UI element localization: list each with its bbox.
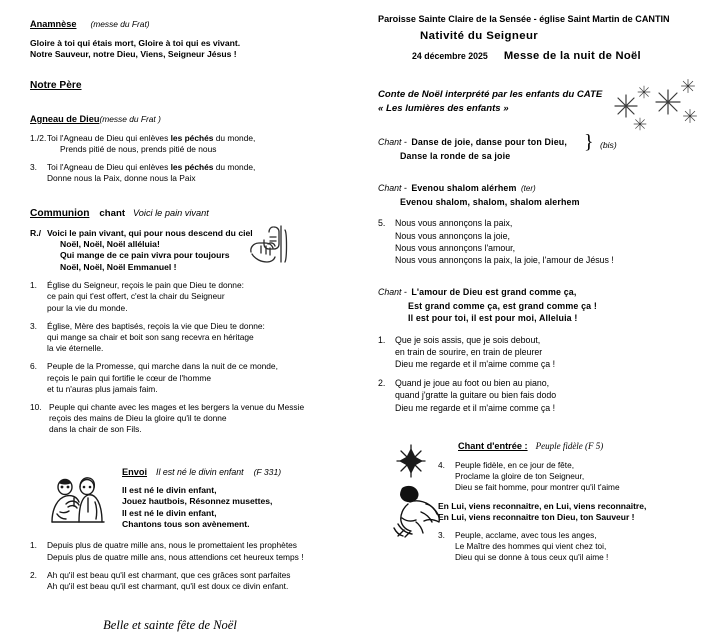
verse-line: qui mange sa chair et boit son sang recevra en héritage <box>47 332 254 343</box>
chant-evenou-block <box>378 178 706 208</box>
verse-line: et tu n'auras plus jamais faim. <box>47 383 158 394</box>
refrain-line: En Lui, viens reconnaitre ton Dieu, ton Sauveur ! <box>438 512 635 523</box>
chant-line: Danse de joie, danse pour ton Dieu, <box>411 137 567 147</box>
envoi-heading: Envoi <box>122 466 148 477</box>
chant-line-row <box>378 131 706 153</box>
agneau-verse <box>30 133 350 155</box>
refrain-line: Noël, Noël, Noël alléluia! <box>60 239 160 250</box>
notre-pere-heading-row <box>30 75 350 93</box>
verse-line: Depuis plus de quatre mille ans, nous attendions cet heureux temps ! <box>47 551 304 562</box>
verse-line: Dieu qui se donne à tous ceux qu'il aime ! <box>455 552 609 563</box>
entree-verse <box>438 530 706 563</box>
verse-line: dans la chair de son Fils. <box>49 424 142 435</box>
communion-refrain <box>30 228 350 274</box>
communion-label: chant <box>99 207 126 219</box>
verse-number: 2. <box>378 378 386 389</box>
refrain-line: Chantons tous son avènement. <box>122 518 250 529</box>
verse-line: Proclame la gloire de ton Seigneur, <box>455 470 585 481</box>
verse-body <box>49 402 304 436</box>
verse-body <box>47 280 244 314</box>
mass-name: Messe de la nuit de Noël <box>503 50 641 62</box>
envoi-block <box>30 462 350 531</box>
mass-date: 24 décembre 2025 <box>412 51 488 61</box>
entree-refrain <box>438 501 706 523</box>
chant-amour-block <box>378 282 706 324</box>
communion-heading-row <box>30 203 350 221</box>
verse-line: Ah qu'il est beau qu'il est charmant, que ces grâces sont parfaites <box>47 569 291 580</box>
conte-block <box>378 88 706 116</box>
ter-label: (ter) <box>521 184 536 194</box>
verse-line: Peuple, acclame, avec tous les anges, <box>455 530 597 541</box>
chant-line-row <box>378 282 706 300</box>
sparkle-stars-icon <box>608 76 704 138</box>
verse-number: 6. <box>30 361 37 372</box>
bis-label: (bis) <box>600 140 617 150</box>
refrain-line: En Lui, viens reconnaitre, en Lui, viens reconnaitre, <box>438 500 647 511</box>
anamnese-lines <box>30 38 350 61</box>
chant-amour-verse <box>378 377 706 414</box>
verse-body <box>47 162 255 184</box>
chant-label: Chant - <box>378 137 407 147</box>
anamnese-line: Notre Sauveur, notre Dieu, Viens, Seigneur Jésus ! <box>30 49 237 60</box>
chant-label: Chant - <box>378 183 407 194</box>
verse-line: Nous vous annonçons la paix, la joie, l'amour de Jésus ! <box>395 255 614 266</box>
verse-body <box>395 377 556 414</box>
verse-number: 2. <box>30 569 37 580</box>
verse-line: reçois le pain qui fortifie le cœur de l'homme <box>47 372 212 383</box>
verse-line: Quand je joue au foot ou bien au piano, <box>395 378 550 389</box>
verse-number: 3. <box>30 162 37 173</box>
star-burst-icon <box>394 444 428 478</box>
verse-number: 1. <box>378 334 386 345</box>
entree-heading: Chant d'entrée : <box>458 440 528 451</box>
bold-fragment: les péchés <box>170 132 214 143</box>
verse-body <box>455 530 608 563</box>
verse-line: Peuple qui chante avec les mages et les bergers la venue du Messie <box>49 402 305 413</box>
chant-entree-block <box>378 436 706 563</box>
verse-number: 1. <box>30 540 37 551</box>
verse-number: 4. <box>438 459 445 470</box>
anamnese-heading-row <box>30 14 350 32</box>
verse-line: quand j'gratte la guitare ou bien fais dodo <box>395 390 557 401</box>
verse-body <box>47 540 304 562</box>
verse-body <box>47 321 265 355</box>
verse-line: ce pain qui t'est offert, c'est la chair du Seigneur <box>47 291 225 302</box>
verse-number: 10. <box>30 402 42 413</box>
conte-line: Conte de Noël interprété par les enfants du CATE <box>378 89 603 100</box>
verse-number: 3. <box>438 530 445 541</box>
date-mass-row <box>378 46 706 64</box>
verse-number: 1. <box>30 280 37 291</box>
envoi-verse <box>30 540 350 562</box>
anamnese-note: (messe du Frat) <box>90 19 150 29</box>
refrain-body <box>47 228 253 274</box>
verse-line: pour la vie du monde. <box>47 302 128 313</box>
parish-title: Paroisse Sainte Claire de la Sensée - église Saint Martin de CANTIN <box>378 14 670 24</box>
verse-line: la vie éternelle. <box>47 343 104 354</box>
communion-verse <box>30 280 350 314</box>
bold-fragment: les péchés <box>170 162 214 173</box>
verse-line: Peuple fidèle, en ce jour de fête, <box>455 459 575 470</box>
verse-line: en train de sourire, en train de pleurer <box>395 346 543 357</box>
communion-heading: Communion <box>30 207 90 219</box>
communion-title: Voici le pain vivant <box>133 207 209 218</box>
verse-line: Dieu me regarde et il m'aime comme ça ! <box>395 359 556 370</box>
verse-line: Prends pitié de nous, prends pitié de nous <box>60 144 217 155</box>
verse-line: Ah qu'il est beau qu'il est charmant, qu'il est doux ce divin enfant. <box>47 580 289 591</box>
angel-icon <box>386 482 446 538</box>
verse-line: Dieu me regarde et il m'aime comme ça ! <box>395 402 556 413</box>
refrain-line: Jouez hautbois, Résonnez musettes, <box>122 496 273 507</box>
verse-line: Toi l'Agneau de Dieu qui enlèves les péchés du monde, <box>47 132 256 143</box>
refrain-line: Qui mange de ce pain vivra pour toujours <box>60 250 230 261</box>
verse-line: Nous vous annonçons la paix, <box>395 218 513 229</box>
verse-number: 1./2. <box>30 132 47 143</box>
verse-line: Église du Seigneur, reçois le pain que Dieu te donne: <box>47 280 244 291</box>
verse-line: Église, Mère des baptisés, reçois la vie que Dieu te donne: <box>47 320 265 331</box>
verse-number: 5. <box>378 218 386 229</box>
refrain-line: Il est né le divin enfant, <box>122 507 217 518</box>
refrain-line: Il est pour toi, il est pour moi, Alleluia ! <box>408 313 578 324</box>
verse-body <box>47 570 290 592</box>
verse-body <box>455 460 620 493</box>
verse-line: Donne nous la Paix, donne nous la Paix <box>47 173 196 184</box>
refrain-line: Est grand comme ça, est grand comme ça ! <box>408 301 597 312</box>
chant-danse-block <box>378 132 706 162</box>
entree-title: Peuple fidèle (F 5) <box>535 440 604 451</box>
entree-verse <box>438 460 706 493</box>
notre-pere-heading: Notre Père <box>30 79 82 91</box>
chant-line: Evenou shalom, shalom, shalom alerhem <box>400 197 580 208</box>
verse-line: Que je sois assis, que je sois debout, <box>395 334 541 345</box>
verse-line: Toi l'Agneau de Dieu qui enlèves les péchés du monde, <box>47 162 256 173</box>
refrain-line: Voici le pain vivant, qui pour nous descend du ciel <box>47 227 253 238</box>
right-column <box>360 0 720 563</box>
envoi-verse <box>30 570 350 592</box>
verse-line: reçois des mains de Dieu la gloire qu'il te donne <box>49 413 227 424</box>
communion-verse <box>30 402 350 436</box>
envoi-ref: (F 331) <box>253 466 282 477</box>
verse-line: Peuple de la Promesse, qui marche dans la nuit de ce monde, <box>47 361 278 372</box>
verse-line: Nous vous annonçons la joie, <box>395 230 510 241</box>
verse-body <box>395 334 555 371</box>
chant-line: Danse la ronde de sa joie <box>400 151 511 161</box>
verse-line: Dieu se fait homme, pour montrer qu'il t'aime <box>455 481 620 492</box>
envoi-title: Il est né le divin enfant <box>156 466 244 477</box>
hands-breaking-bread-icon <box>248 224 292 266</box>
agneau-note: (messe du Frat ) <box>99 113 161 124</box>
communion-verse <box>30 361 350 395</box>
verse-body <box>395 217 614 266</box>
verse-line: Depuis plus de quatre mille ans, nous le promettaient les prophètes <box>47 540 297 551</box>
verse-body <box>47 361 278 395</box>
refrain-marker: R./ <box>30 227 41 238</box>
conte-line: « Les lumières des enfants » <box>378 103 509 114</box>
repeat-brace: } <box>584 131 594 153</box>
nativity-scene-icon <box>38 474 114 526</box>
feast-title: Nativité du Seigneur <box>420 30 539 42</box>
verse-number: 3. <box>30 320 37 331</box>
anamnese-heading: Anamnèse <box>30 19 77 29</box>
chant-line-row <box>378 178 706 196</box>
chant-amour-verse <box>378 334 706 371</box>
communion-verse <box>30 321 350 355</box>
agneau-verse <box>30 162 350 184</box>
verse-line: Le Maître des hommes qui vient chez toi, <box>455 541 607 552</box>
refrain-line: Noël, Noël, Noël Emmanuel ! <box>60 261 177 272</box>
agneau-heading: Agneau de Dieu <box>30 113 100 124</box>
refrain-line: L'amour de Dieu est grand comme ça, <box>411 287 577 298</box>
refrain-line: Il est né le divin enfant, <box>122 484 217 495</box>
agneau-heading-row <box>30 109 350 127</box>
chant-label: Chant - <box>378 287 407 298</box>
verse-body <box>47 133 255 155</box>
verse-line: Nous vous annonçons l'amour, <box>395 242 516 253</box>
chant-evenou-verse <box>378 217 706 266</box>
anamnese-line: Gloire à toi qui étais mort, Gloire à toi qui es vivant. <box>30 38 241 48</box>
closing-greeting: Belle et sainte fête de Noël <box>103 618 237 633</box>
chant-title: Evenou shalom alérhem <box>411 183 517 194</box>
